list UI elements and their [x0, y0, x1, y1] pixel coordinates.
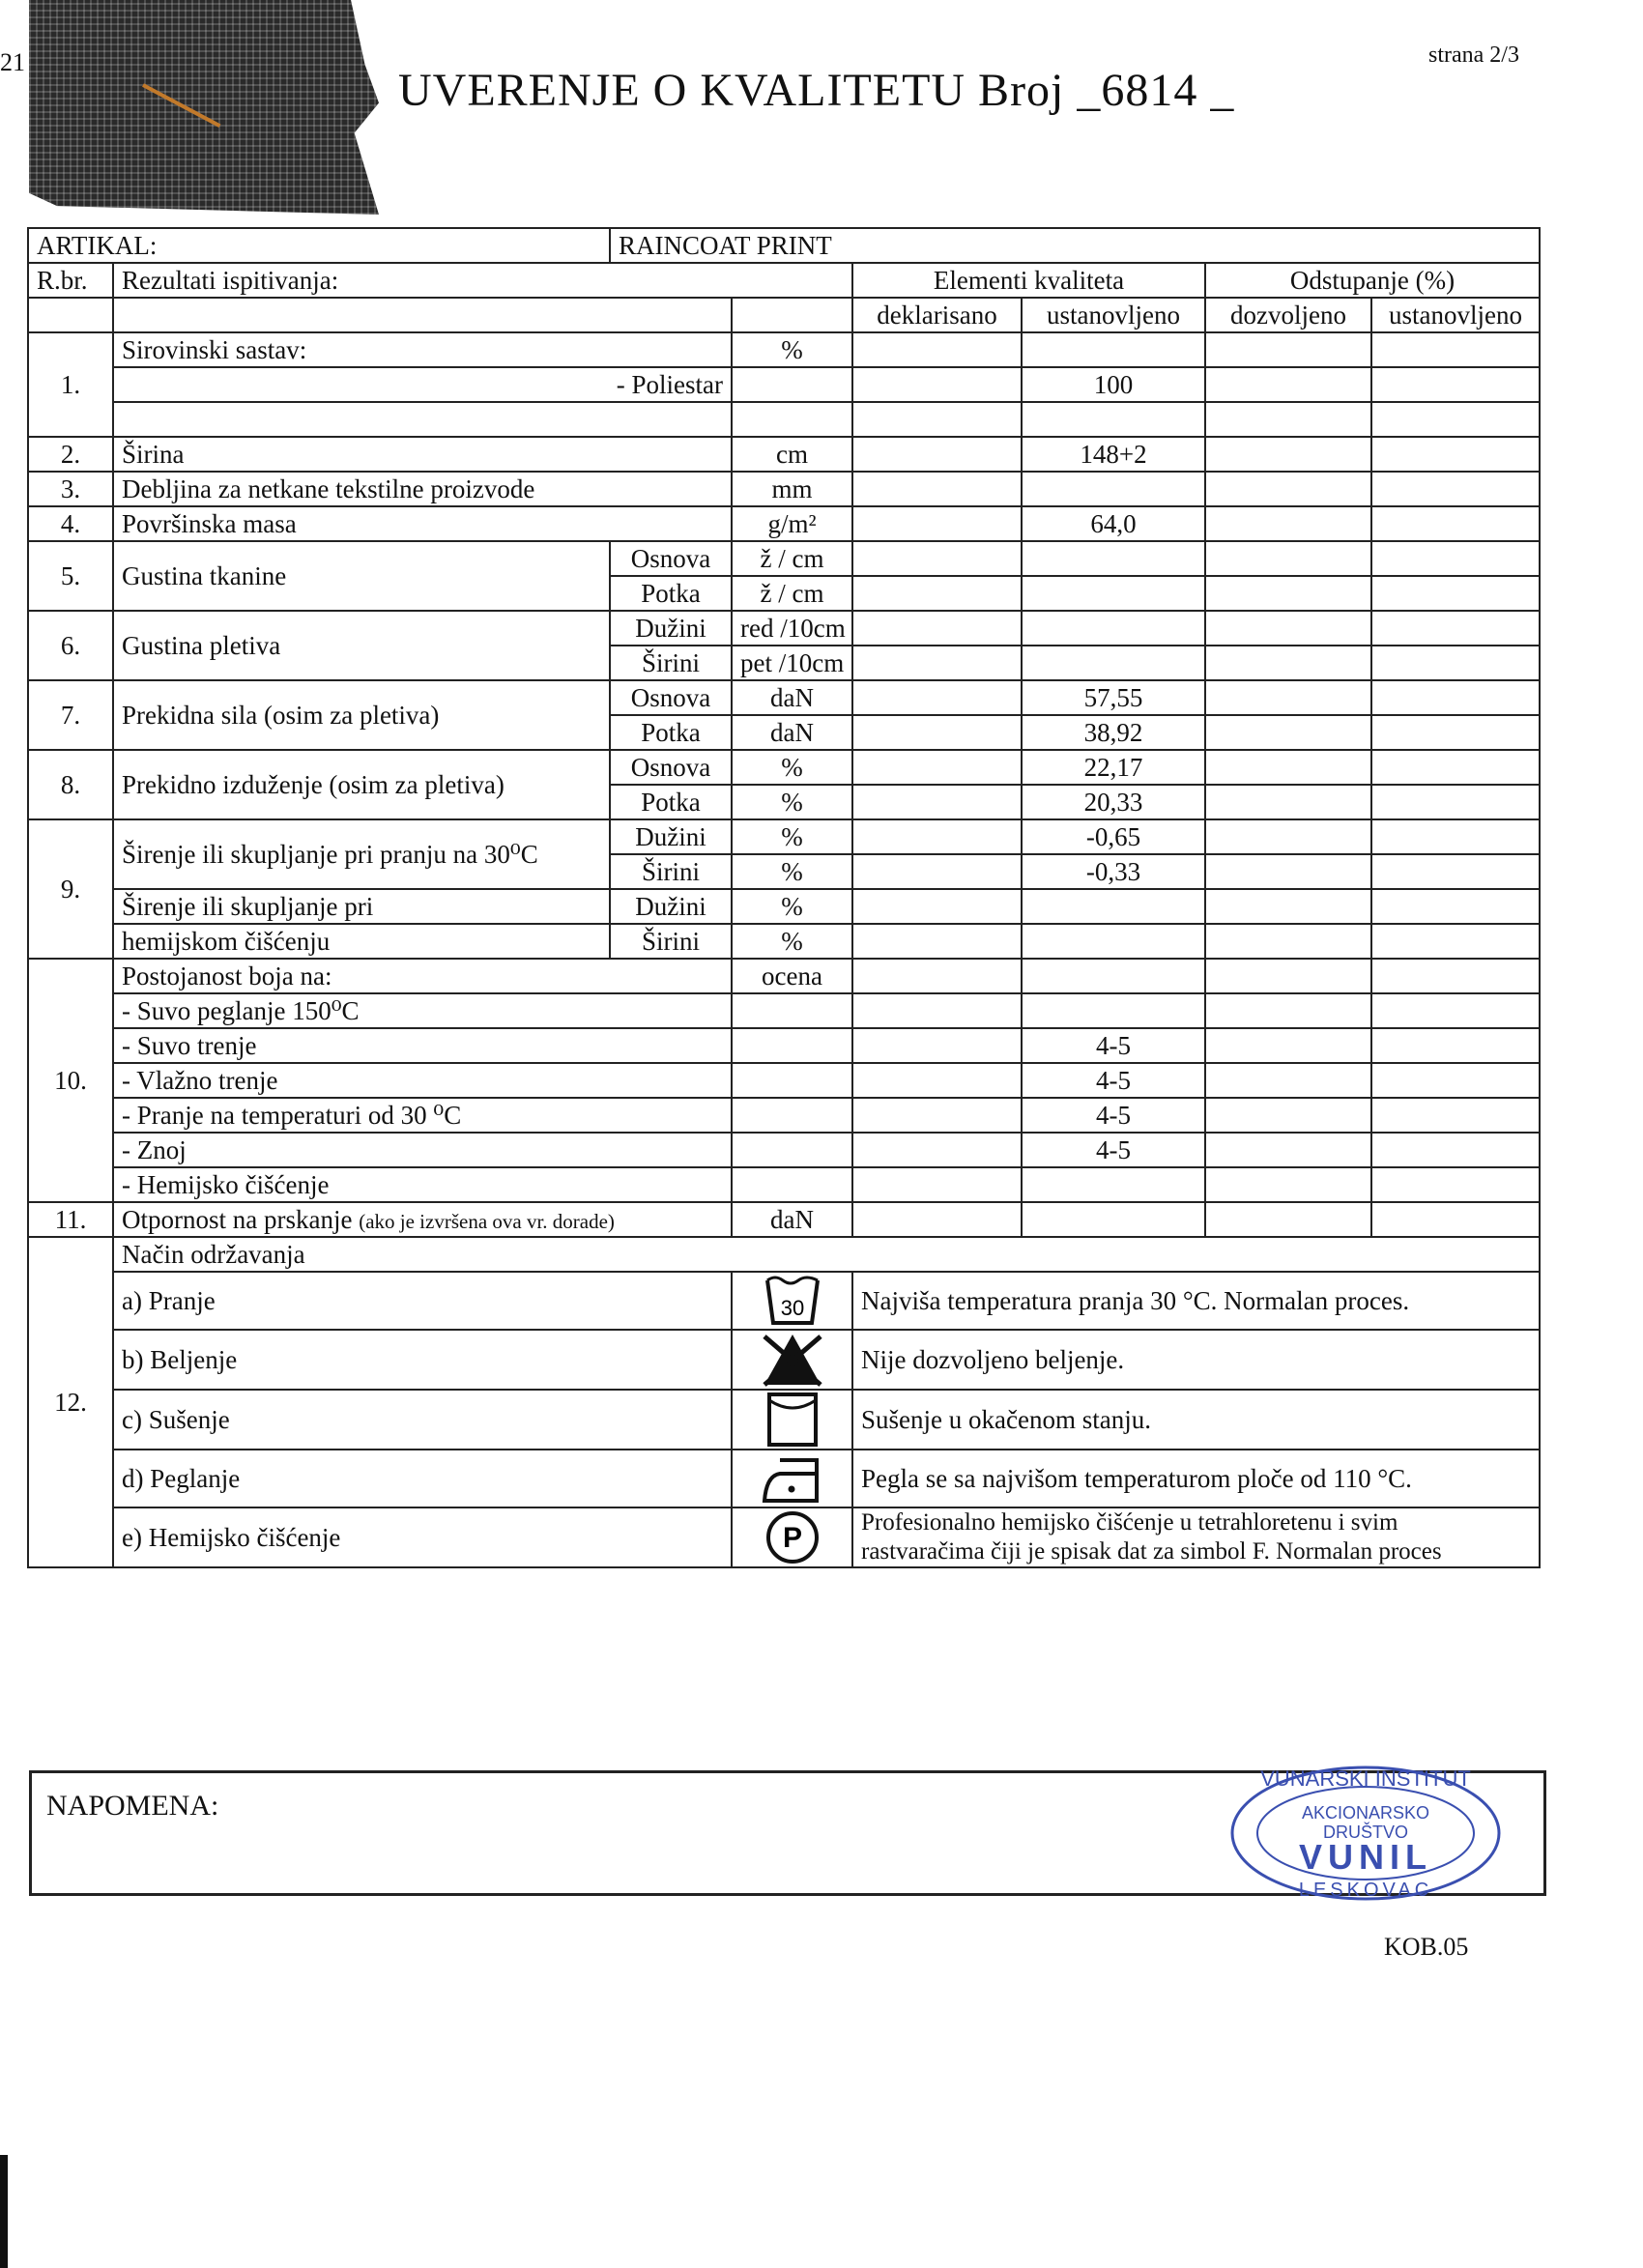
fastness-item: - Znoj	[113, 1133, 732, 1167]
allowed-header: dozvoljeno	[1205, 298, 1371, 332]
row-number: 12.	[28, 1237, 113, 1567]
row-label: Način održavanja	[113, 1237, 1540, 1272]
fastness-item: - Suvo peglanje 150⁰C	[113, 993, 732, 1028]
fastness-item: - Suvo trenje	[113, 1028, 732, 1063]
row-sublabel: - Poliestar	[113, 367, 732, 402]
no-bleach-icon	[732, 1330, 852, 1390]
unit-cell: mm	[732, 472, 852, 506]
unit-cell: %	[732, 750, 852, 785]
value-cell: 20,33	[1022, 785, 1205, 819]
fabric-sample-image	[29, 0, 379, 215]
row-number: 2.	[28, 437, 113, 472]
stamp-line5: LESKOVAC	[1298, 1880, 1433, 1901]
unit-cell: %	[732, 924, 852, 959]
value-cell	[1022, 993, 1205, 1028]
value-cell: 64,0	[1022, 506, 1205, 541]
value-cell: -0,65	[1022, 819, 1205, 854]
care-label: b) Beljenje	[113, 1330, 732, 1390]
row-number: 11.	[28, 1202, 113, 1237]
direction-cell: Širini	[610, 924, 732, 959]
care-label: e) Hemijsko čišćenje	[113, 1507, 732, 1567]
direction-cell: Potka	[610, 785, 732, 819]
direction-cell: Osnova	[610, 680, 732, 715]
napomena-label: NAPOMENA:	[46, 1790, 219, 1822]
direction-cell: Potka	[610, 576, 732, 611]
row-number: 9.	[28, 819, 113, 959]
row-number: 1.	[28, 332, 113, 437]
page-title: UVERENJE O KVALITETU Broj _6814 _	[398, 65, 1235, 116]
unit-cell: pet /10cm	[732, 646, 852, 680]
row-label: Otpornost na prskanje	[122, 1204, 353, 1234]
row-label: Debljina za netkane tekstilne proizvode	[113, 472, 732, 506]
care-text-line: Profesionalno hemijsko čišćenje u tetrahloretenu i svim	[861, 1509, 1398, 1536]
scan-edge	[0, 2155, 8, 2268]
line-dry-icon	[732, 1390, 852, 1450]
unit-cell: ž / cm	[732, 541, 852, 576]
unit-cell: ž / cm	[732, 576, 852, 611]
unit-cell: g/m²	[732, 506, 852, 541]
row-label: Gustina pletiva	[113, 611, 610, 680]
value-cell: -0,33	[1022, 854, 1205, 889]
row-note: (ako je izvršena ova vr. dorade)	[359, 1209, 615, 1233]
row-label: Prekidna sila (osim za pletiva)	[113, 680, 610, 750]
stamp-line1: VUNARSKI INSTITUT	[1260, 1766, 1471, 1791]
stamp-line3: DRUŠTVO	[1322, 1823, 1409, 1842]
unit-cell: red /10cm	[732, 611, 852, 646]
artikal-cell	[28, 228, 610, 263]
value-cell: 148+2	[1022, 437, 1205, 472]
care-text: Nije dozvoljeno beljenje.	[852, 1330, 1540, 1390]
direction-cell: Širini	[610, 646, 732, 680]
row-number: 4.	[28, 506, 113, 541]
direction-cell: Širini	[610, 854, 732, 889]
unit-cell: %	[732, 889, 852, 924]
direction-cell: Dužini	[610, 611, 732, 646]
unit-cell: daN	[732, 715, 852, 750]
row-label: Sirovinski sastav:	[113, 332, 732, 367]
row-label: Širenje ili skupljanje pri	[113, 889, 610, 924]
care-text: Najviša temperatura pranja 30 °C. Normalan proces.	[852, 1272, 1540, 1330]
value-cell: 38,92	[1022, 715, 1205, 750]
unit-cell: ocena	[732, 959, 852, 993]
wash-temp-label: 30	[780, 1296, 804, 1320]
value-cell	[1022, 1167, 1205, 1202]
stamp-line2: AKCIONARSKO	[1301, 1803, 1430, 1823]
row-number: 7.	[28, 680, 113, 750]
direction-cell: Osnova	[610, 541, 732, 576]
unit-cell: %	[732, 785, 852, 819]
side-number: 21	[0, 48, 25, 76]
value-cell: 57,55	[1022, 680, 1205, 715]
value-cell: 4-5	[1022, 1028, 1205, 1063]
elements-header: Elementi kvaliteta	[852, 263, 1205, 298]
page-number: strana 2/3	[1428, 43, 1519, 68]
row-label: Širenje ili skupljanje pri pranju na 30⁰C	[113, 819, 610, 889]
row-number: 3.	[28, 472, 113, 506]
row-number: 10.	[28, 959, 113, 1202]
care-label: d) Peglanje	[113, 1450, 732, 1507]
fastness-item: - Hemijsko čišćenje	[113, 1167, 732, 1202]
value-cell: 4-5	[1022, 1063, 1205, 1098]
wash-30-icon	[732, 1272, 852, 1330]
unit-cell: daN	[732, 680, 852, 715]
declared-header: deklarisano	[852, 298, 1022, 332]
unit-cell: daN	[732, 1202, 852, 1237]
institute-stamp	[1225, 1761, 1506, 1906]
care-label: c) Sušenje	[113, 1390, 732, 1450]
results-header: Rezultati ispitivanja:	[113, 263, 852, 298]
direction-cell: Dužini	[610, 819, 732, 854]
rbr-header: R.br.	[28, 263, 113, 298]
care-text: Sušenje u okačenom stanju.	[852, 1390, 1540, 1450]
artikal-label: ARTIKAL:	[37, 230, 158, 260]
care-text-line: rastvaračima čiji je spisak dat za simbol F. Normalan proces	[861, 1538, 1442, 1565]
deviation-header: Odstupanje (%)	[1205, 263, 1540, 298]
row-label: Širina	[113, 437, 732, 472]
dry-clean-letter: P	[782, 1522, 802, 1554]
value-cell: 4-5	[1022, 1098, 1205, 1133]
direction-cell: Osnova	[610, 750, 732, 785]
fastness-item: - Vlažno trenje	[113, 1063, 732, 1098]
unit-cell: cm	[732, 437, 852, 472]
row-label: Površinska masa	[113, 506, 732, 541]
row-label: Prekidno izduženje (osim za pletiva)	[113, 750, 610, 819]
row-number: 8.	[28, 750, 113, 819]
care-text	[852, 1507, 1540, 1567]
fastness-item: - Pranje na temperaturi od 30 ⁰C	[113, 1098, 732, 1133]
row-label-cell	[113, 1202, 732, 1237]
unit-cell: %	[732, 332, 852, 367]
care-text: Pegla se sa najvišom temperaturom ploče od 110 °C.	[852, 1450, 1540, 1507]
quality-table	[27, 227, 1541, 1568]
direction-cell: Potka	[610, 715, 732, 750]
artikal-value: RAINCOAT PRINT	[610, 228, 1540, 263]
unit-cell: %	[732, 854, 852, 889]
row-label-continued: hemijskom čišćenju	[113, 924, 610, 959]
row-label: Gustina tkanine	[113, 541, 610, 611]
value-cell: 100	[1022, 367, 1205, 402]
established-header: ustanovljeno	[1022, 298, 1205, 332]
direction-cell: Dužini	[610, 889, 732, 924]
value-cell: 4-5	[1022, 1133, 1205, 1167]
dry-clean-p-icon	[732, 1507, 852, 1567]
row-number: 5.	[28, 541, 113, 611]
row-label: Postojanost boja na:	[113, 959, 732, 993]
row-number: 6.	[28, 611, 113, 680]
unit-cell: %	[732, 819, 852, 854]
value-cell: 22,17	[1022, 750, 1205, 785]
form-code: KOB.05	[1384, 1933, 1469, 1961]
stamp-line4: VUNIL	[1299, 1837, 1432, 1877]
iron-low-icon	[732, 1450, 852, 1507]
established2-header: ustanovljeno	[1371, 298, 1540, 332]
care-label: a) Pranje	[113, 1272, 732, 1330]
